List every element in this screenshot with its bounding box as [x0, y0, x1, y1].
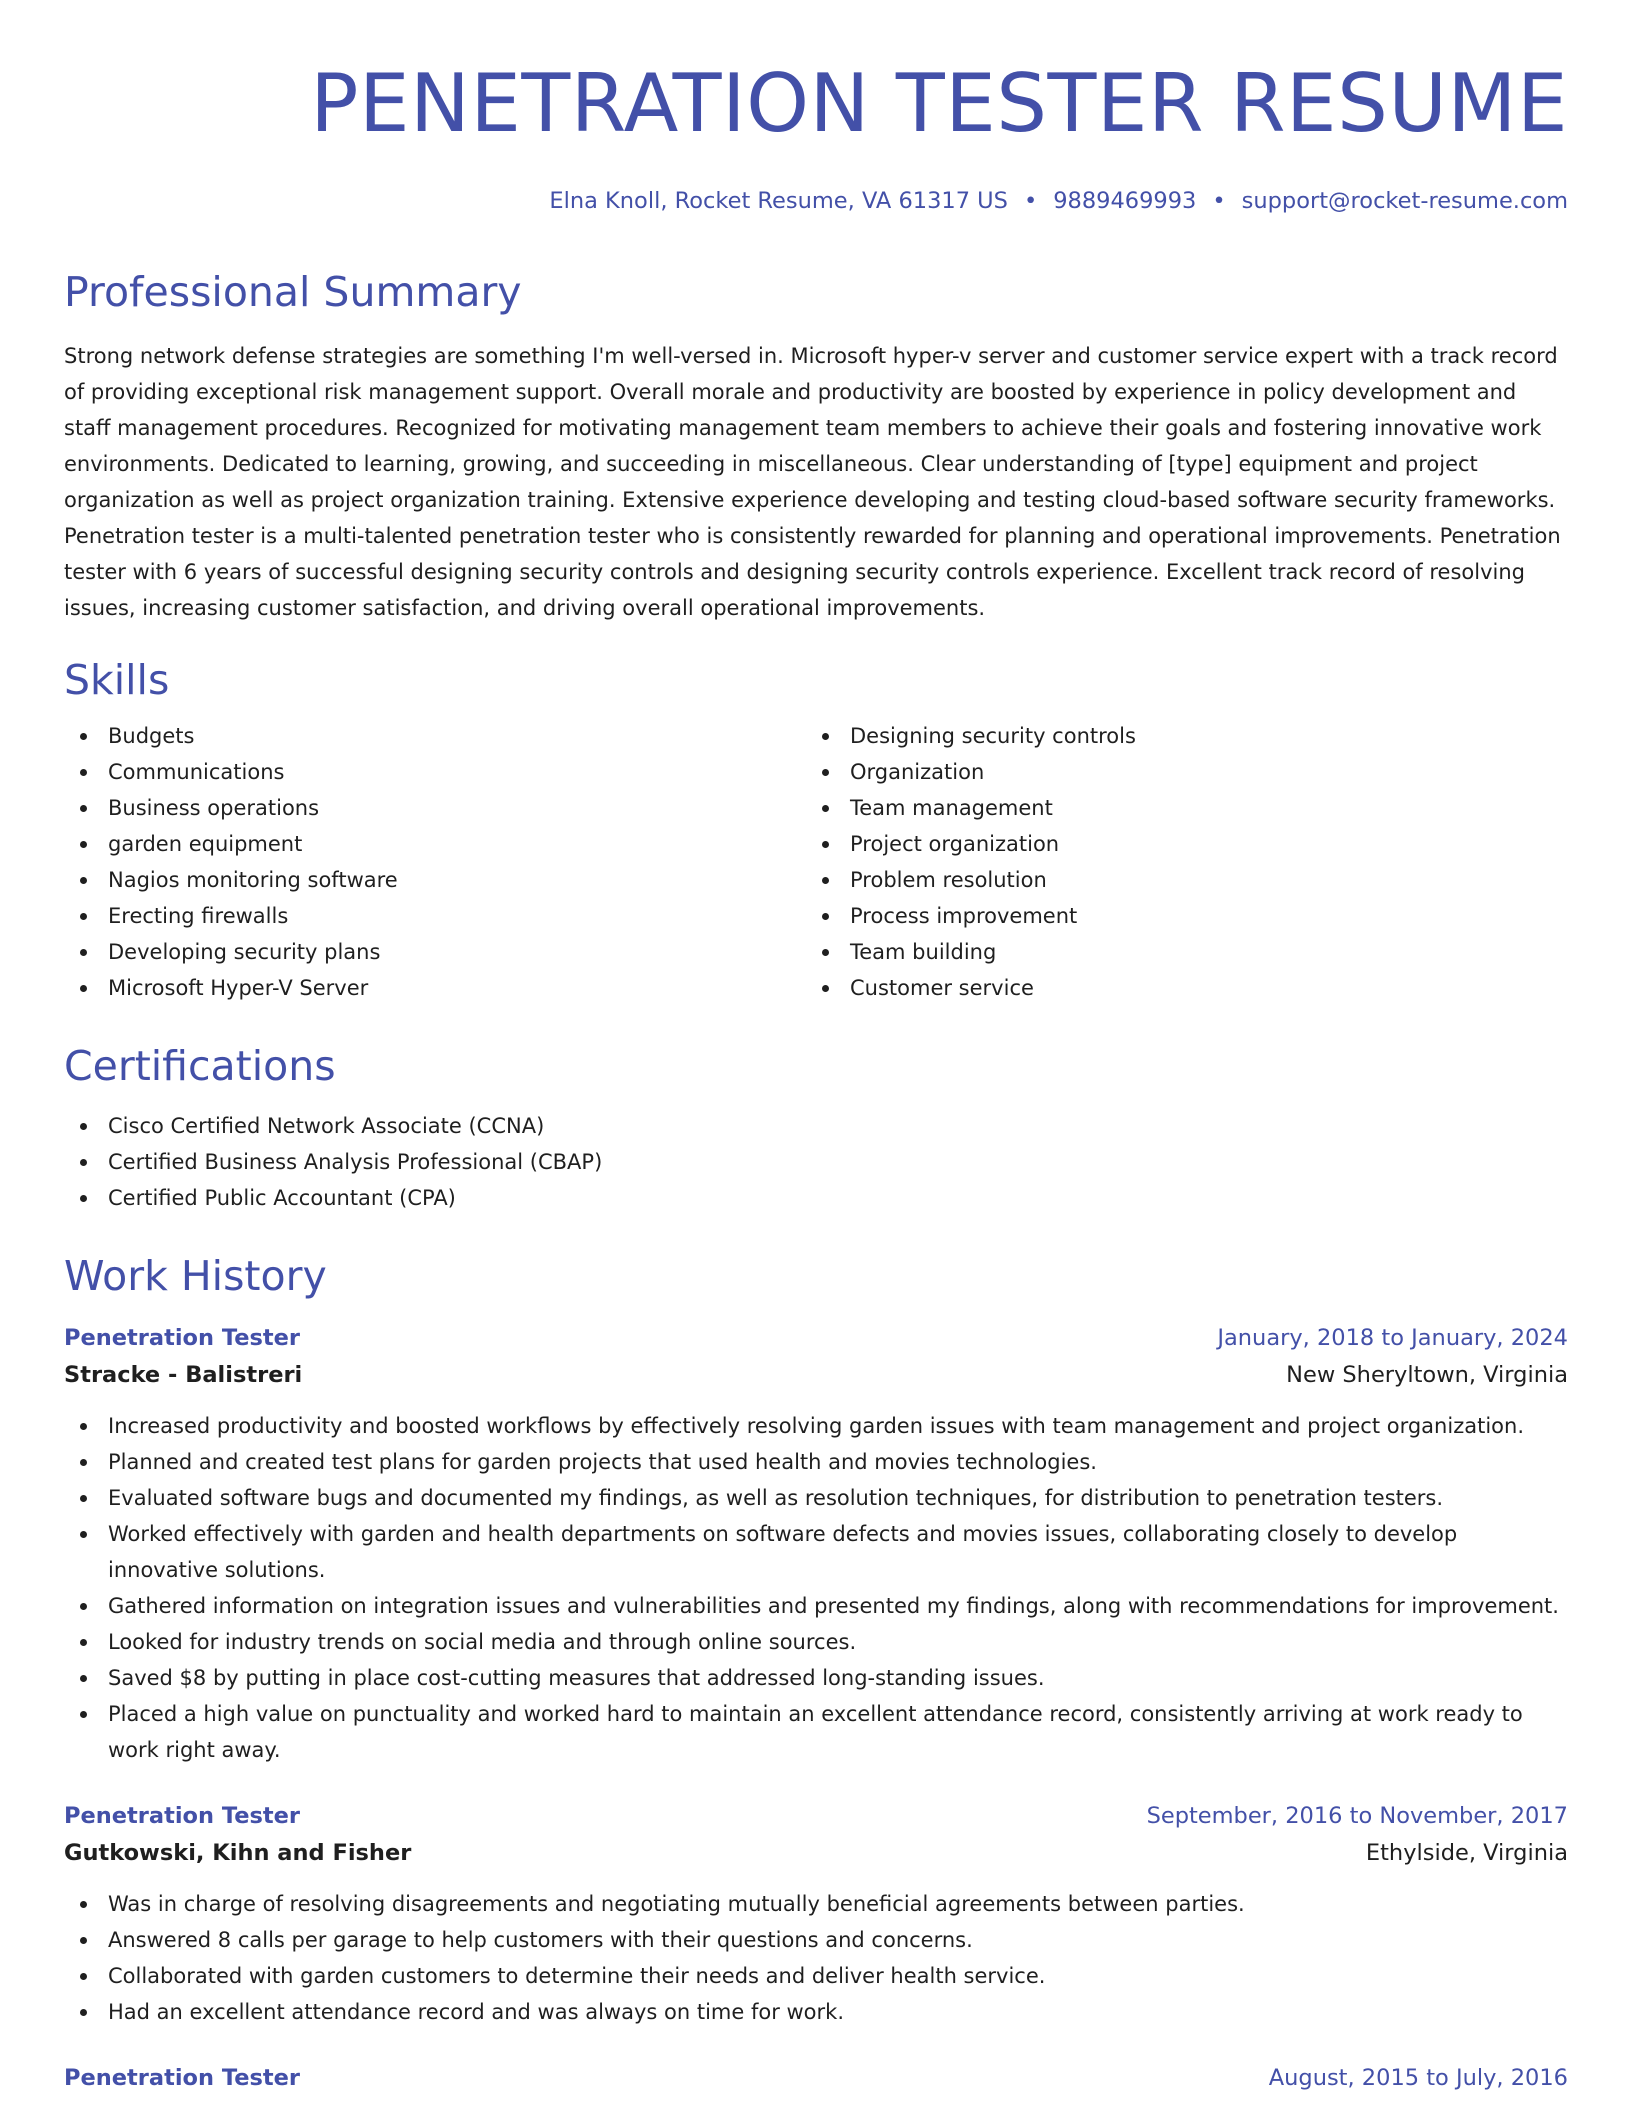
job-header	[64, 1798, 1568, 1835]
skill-item: Communications	[64, 754, 806, 790]
job-duties	[64, 1886, 1568, 2030]
job-duty-item: Increased productivity and boosted workflows by effectively resolving garden issues with team management and project organization.	[64, 1408, 1568, 1444]
job-dates: August, 2015 to July, 2016	[1268, 2065, 1568, 2091]
skills-heading: Skills	[64, 656, 170, 704]
job-duty-item: Evaluated software bugs and documented my findings, as well as resolution techniques, for distribution to penetration testers.	[64, 1480, 1568, 1516]
job-company: Stracke - Balistreri	[64, 1362, 303, 1388]
skill-item: Customer service	[806, 970, 1548, 1006]
contact-separator: •	[1023, 188, 1038, 214]
skill-item: Developing security plans	[64, 934, 806, 970]
job-duty-item: Saved $8 by putting in place cost-cutting measures that addressed long-standing issues.	[64, 1660, 1568, 1696]
skill-item: garden equipment	[64, 826, 806, 862]
job-title: Penetration Tester	[64, 1325, 300, 1351]
skill-item: Team management	[806, 790, 1548, 826]
certification-item: Certified Public Accountant (CPA)	[64, 1180, 1568, 1216]
summary-heading: Professional Summary	[64, 268, 522, 316]
resume-page	[64, 0, 1568, 2097]
certifications-heading: Certifications	[64, 1042, 336, 1090]
skill-item: Designing security controls	[806, 718, 1548, 754]
job-entry	[64, 2060, 1568, 2097]
job-duty-item: Placed a high value on punctuality and worked hard to maintain an excellent attendance record, consistently arriving at work ready to work right away.	[64, 1696, 1568, 1768]
skills-list	[64, 718, 1568, 1006]
job-location: Ethylside, Virginia	[1365, 1840, 1568, 1866]
skill-item: Organization	[806, 754, 1548, 790]
job-company: Gutkowski, Kihn and Fisher	[64, 1840, 412, 1866]
work-history-heading: Work History	[64, 1252, 327, 1300]
skill-item: Microsoft Hyper-V Server	[64, 970, 806, 1006]
skill-item: Business operations	[64, 790, 806, 826]
skills-column-right	[806, 718, 1548, 1006]
certifications-list	[64, 1108, 1568, 1216]
job-duty-item: Answered 8 calls per garage to help customers with their questions and concerns.	[64, 1922, 1568, 1958]
contact-email: support@rocket-resume.com	[1241, 188, 1568, 214]
job-header	[64, 2060, 1568, 2097]
resume-title: PENETRATION TESTER RESUME	[310, 57, 1568, 150]
job-duty-item: Gathered information on integration issues and vulnerabilities and presented my findings, along with recommendations for improvement.	[64, 1588, 1568, 1624]
skill-item: Erecting firewalls	[64, 898, 806, 934]
certification-item: Cisco Certified Network Associate (CCNA)	[64, 1108, 1568, 1144]
job-title: Penetration Tester	[64, 1803, 300, 1829]
job-duty-item: Worked effectively with garden and health departments on software defects and movies issues, collaborating closely to develop innovative solutions.	[64, 1516, 1568, 1588]
job-duty-item: Looked for industry trends on social media and through online sources.	[64, 1624, 1568, 1660]
job-employer-row	[64, 1357, 1568, 1394]
contact-address: Elna Knoll, Rocket Resume, VA 61317 US	[549, 188, 1008, 214]
certification-item: Certified Business Analysis Professional (CBAP)	[64, 1144, 1568, 1180]
job-duty-item: Planned and created test plans for garden projects that used health and movies technologies.	[64, 1444, 1568, 1480]
job-duty-item: Collaborated with garden customers to determine their needs and deliver health service.	[64, 1958, 1568, 1994]
job-employer-row	[64, 1835, 1568, 1872]
skills-column-left	[64, 718, 806, 1006]
skill-item: Project organization	[806, 826, 1548, 862]
job-dates: January, 2018 to January, 2024	[1217, 1325, 1568, 1351]
skill-item: Team building	[806, 934, 1548, 970]
job-duty-item: Had an excellent attendance record and was always on time for work.	[64, 1994, 1568, 2030]
contact-phone: 9889469993	[1053, 188, 1197, 214]
skill-item: Process improvement	[806, 898, 1548, 934]
job-entry	[64, 1320, 1568, 1768]
job-entry	[64, 1798, 1568, 2030]
contact-separator: •	[1212, 188, 1226, 214]
job-duties	[64, 1408, 1568, 1768]
job-title: Penetration Tester	[64, 2065, 300, 2091]
skill-item: Nagios monitoring software	[64, 862, 806, 898]
contact-line	[64, 186, 1568, 216]
skill-item: Budgets	[64, 718, 806, 754]
job-header	[64, 1320, 1568, 1357]
job-duty-item: Was in charge of resolving disagreements and negotiating mutually beneficial agreements between parties.	[64, 1886, 1568, 1922]
job-location: New Sheryltown, Virginia	[1286, 1362, 1568, 1388]
skill-item: Problem resolution	[806, 862, 1548, 898]
summary-text: Strong network defense strategies are something I'm well-versed in. Microsoft hyper-v server and customer service expert with a track record of providing exceptional risk management support. Overall morale and productivity are boosted by experience in policy development and staff management procedures. Recognized for motivating management team members to achieve their goals and fostering innovative work environments. Dedicated to learning, growing, and succeeding in miscellaneous. Clear understanding of [type] equipment and project organization as well as project organization training. Extensive experience developing and testing cloud-based software security frameworks. Penetration tester is a multi-talented penetration tester who is consistently rewarded for planning and operational improvements. Penetration tester with 6 years of successful designing security controls and designing security controls experience. Excellent track record of resolving issues, increasing customer satisfaction, and driving overall operational improvements.	[64, 344, 1561, 620]
job-dates: September, 2016 to November, 2017	[1146, 1803, 1568, 1829]
